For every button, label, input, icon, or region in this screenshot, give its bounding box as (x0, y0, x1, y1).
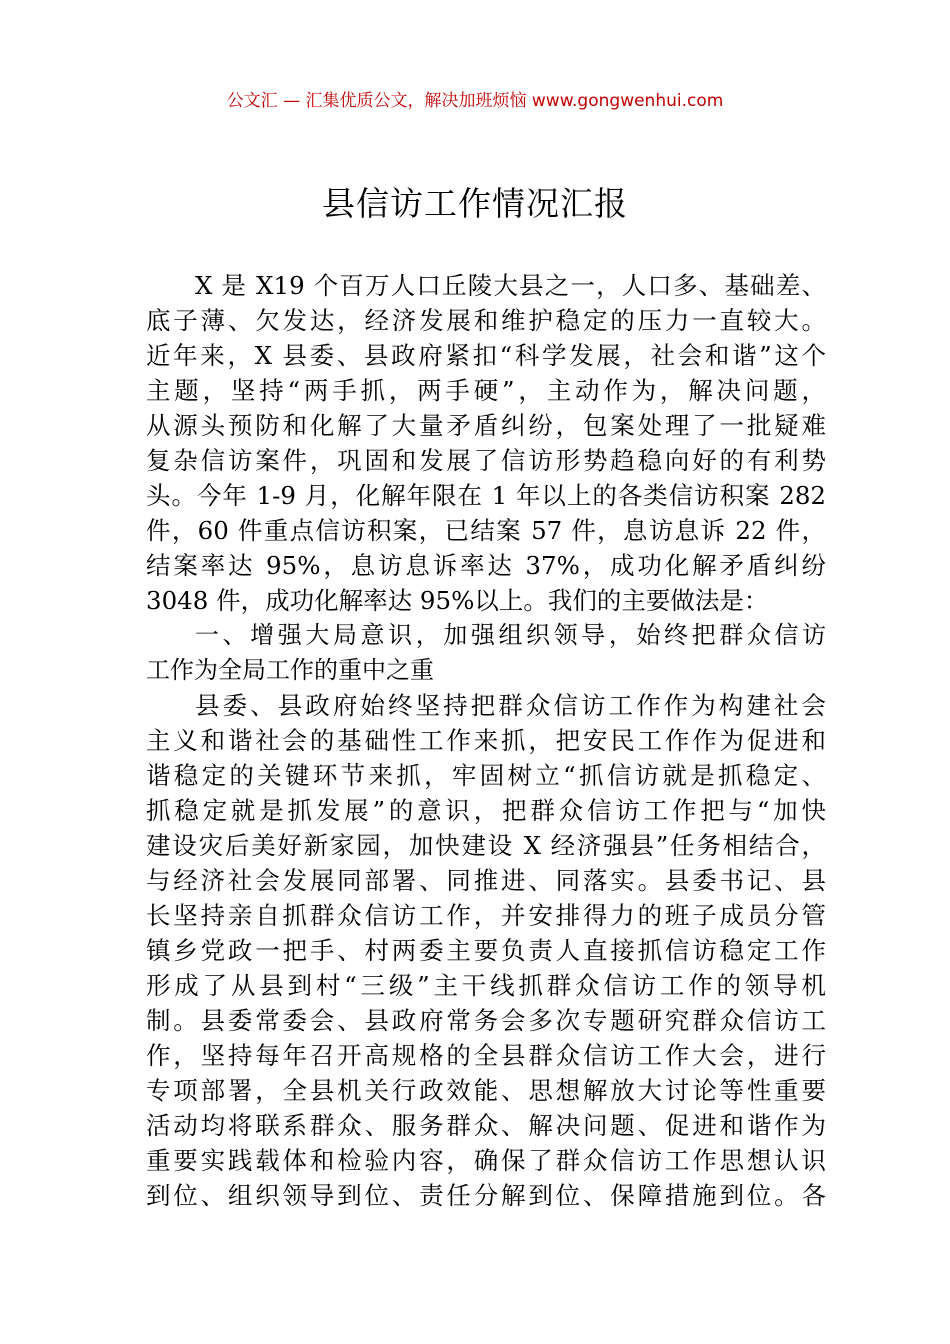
body-line-24: 专项部署，全县机关行政效能、思想解放大讨论等性重要 (146, 1076, 826, 1105)
body-line-20: 镇乡党政一把手、村两委主要负责人直接抓信访稳定工作 (146, 936, 826, 965)
body-line-15: 谐稳定的关键环节来抓，牢固树立“抓信访就是抓稳定、 (146, 761, 826, 790)
body-line-25: 活动均将联系群众、服务群众、解决问题、促进和谐作为 (146, 1111, 826, 1140)
body-line-21: 形成了从县到村“三级”主干线抓群众信访工作的领导机 (146, 971, 826, 1000)
body-line-22: 制。县委常委会、县政府常务会多次专题研究群众信访工 (146, 1006, 826, 1035)
body-line-23: 作，坚持每年召开高规格的全县群众信访工作大会，进行 (146, 1041, 826, 1070)
body-line-3: 近年来，X 县委、县政府紧扣“科学发展，社会和谐”这个 (146, 341, 826, 370)
body-line-8: 件，60 件重点信访积案，已结案 57 件，息访息诉 22 件， (146, 516, 826, 545)
body-line-4: 主题，坚持“两手抓，两手硬”，主动作为，解决问题， (146, 376, 826, 405)
body-line-13: 县委、县政府始终坚持把群众信访工作作为构建社会 (195, 691, 826, 720)
page-title: 县信访工作情况汇报 (322, 184, 628, 223)
body-line-18: 与经济社会发展同部署、同推进、同落实。县委书记、县 (146, 866, 826, 895)
body-text (146, 268, 826, 1213)
body-line-1: X 是 X19 个百万人口丘陵大县之一，人口多、基础差、 (195, 271, 826, 300)
body-line-10: 3048 件，成功化解率达 95%以上。我们的主要做法是： (146, 586, 769, 615)
body-line-16: 抓稳定就是抓发展”的意识，把群众信访工作把与“加快 (146, 796, 826, 825)
body-line-27: 到位、组织领导到位、责任分解到位、保障措施到位。各 (146, 1181, 826, 1210)
body-line-19: 长坚持亲自抓群众信访工作，并安排得力的班子成员分管 (146, 901, 826, 930)
body-line-17: 建设灾后美好新家园，加快建设 X 经济强县”任务相结合， (146, 831, 826, 860)
body-line-14: 主义和谐社会的基础性工作来抓，把安民工作作为促进和 (146, 726, 826, 755)
section-heading-line-2: 工作为全局工作的重中之重 (146, 656, 434, 684)
body-line-9: 结案率达 95%，息访息诉率达 37%，成功化解矛盾纠纷 (146, 551, 826, 580)
section-heading-line-1: 一、增强大局意识，加强组织领导，始终把群众信访 (195, 621, 826, 649)
body-line-7: 头。今年 1-9 月，化解年限在 1 年以上的各类信访积案 282 (146, 481, 826, 510)
body-line-5: 从源头预防和化解了大量矛盾纠纷，包案处理了一批疑难 (146, 411, 826, 440)
body-line-6: 复杂信访案件，巩固和发展了信访形势趋稳向好的有利势 (146, 446, 826, 475)
header-banner: 公文汇 — 汇集优质公文，解决加班烦恼 www.gongwenhui.com (226, 91, 724, 111)
body-line-26: 重要实践载体和检验内容，确保了群众信访工作思想认识 (146, 1146, 826, 1175)
body-line-2: 底子薄、欠发达，经济发展和维护稳定的压力一直较大。 (146, 306, 826, 335)
